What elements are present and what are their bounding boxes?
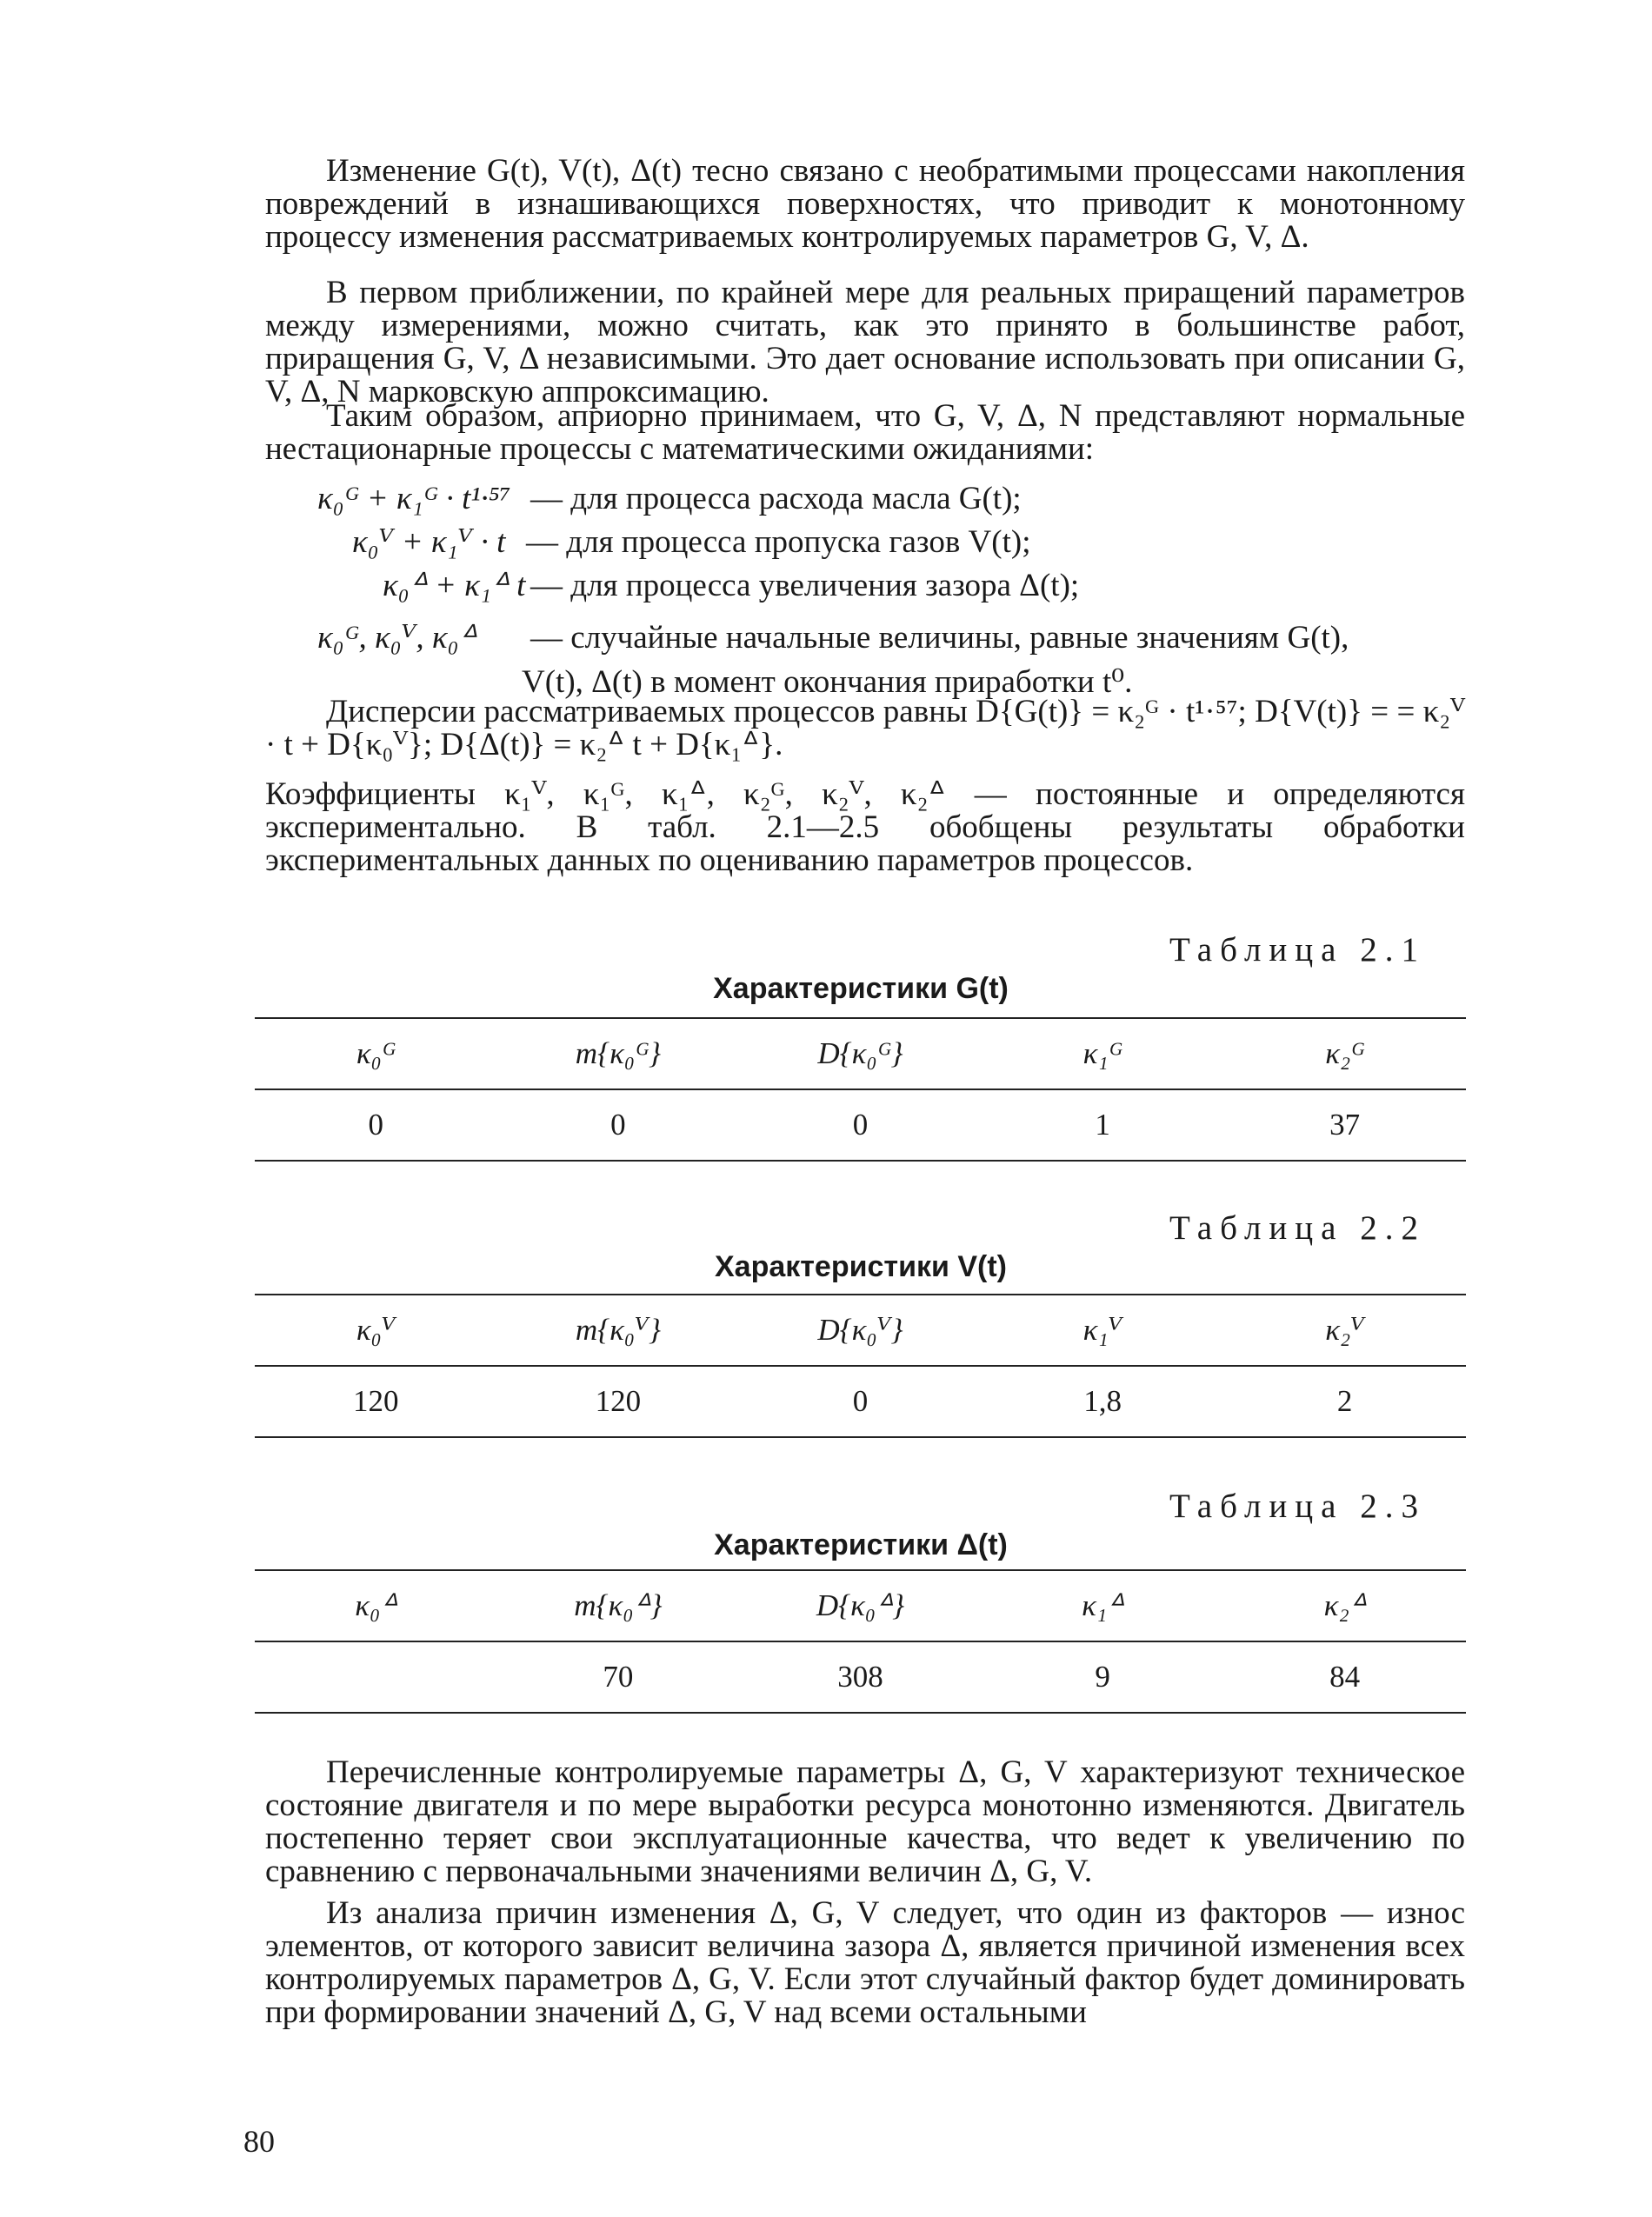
formula-gap-math: κ₀ᐞ + κ₁ᐞ t: [383, 568, 526, 603]
table-cell: 0: [368, 1108, 384, 1142]
table-header-cell: m{κ₀ⱽ}: [575, 1313, 661, 1347]
table-header-cell: κ₀ᴳ: [356, 1036, 396, 1070]
table-header-cell: m{κ₀ᴳ}: [575, 1036, 661, 1070]
formula-continuation: V(t), Δ(t) в момент окончания приработки t⁰.: [522, 664, 1133, 700]
formula-oil: [317, 483, 1022, 516]
table-header-cell: m{κ₀ᐞ}: [574, 1588, 663, 1622]
table-cell: 9: [1095, 1660, 1110, 1694]
table-2-1-caption: Таблица 2.1: [1169, 931, 1426, 969]
table-header-cell: κ₁ᐞ: [1082, 1588, 1124, 1622]
table-header-cell: κ₁ⱽ: [1082, 1313, 1122, 1347]
table-cell: 37: [1329, 1108, 1361, 1142]
paragraph-3: Таким образом, априорно принимаем, что G, V, Δ, N представляют нормальные нестационарные процессы с математическими ожиданиями:: [265, 398, 1465, 467]
formula-initial-desc: — случайные начальные величины, равные значениям G(t),: [530, 620, 1349, 656]
paragraph-2: В первом приближении, по крайней мере для реальных приращений параметров между измерениями, можно считать, как это принято в большинстве работ, приращения G, V, Δ независимыми. Это дает основание использовать при описании G, V, Δ, N марковскую аппроксимацию.: [265, 275, 1465, 409]
formula-gas-desc: — для процесса пропуска газов V(t);: [526, 524, 1031, 560]
table-2-2-title: Характеристики V(t): [715, 1250, 1007, 1283]
table-cell: 120: [595, 1384, 642, 1418]
table-cell: 1: [1095, 1108, 1110, 1142]
table-row: [255, 1367, 1466, 1436]
formula-oil-desc: — для процесса расхода масла G(t);: [530, 481, 1022, 516]
table-header-cell: κ₂ᐞ: [1323, 1588, 1366, 1622]
table-cell: 84: [1329, 1660, 1361, 1694]
table-2-1: [255, 1017, 1466, 1162]
table-cell: 308: [837, 1660, 883, 1694]
table-cell: 120: [353, 1384, 399, 1418]
table-header-cell: κ₀ⱽ: [356, 1313, 396, 1347]
dispersion-text: Дисперсии рассматриваемых процессов равны D{G(t)} = κ₂ᴳ · t¹·⁵⁷; D{V(t)} = = κ₂ⱽ · t + D{κ₀ⱽ}; D{Δ(t)} = κ₂ᐞ t + D{κ₁ᐞ}.: [265, 694, 1465, 762]
formula-gap-desc: — для процесса увеличения зазора Δ(t);: [530, 568, 1080, 603]
table-row: [255, 1090, 1466, 1160]
table-cell: 0: [852, 1108, 869, 1142]
paragraph-1: Изменение G(t), V(t), Δ(t) тесно связано с необратимыми процессами накопления повреждений в изнашивающихся поверхностях, что приводит к монотонному процессу изменения рассматриваемых контролируемых параметров G, V, Δ.: [265, 153, 1465, 255]
formula-initial-math: κ₀ᴳ, κ₀ⱽ, κ₀ᐞ: [317, 620, 476, 656]
table-header-cell: κ₂ⱽ: [1325, 1313, 1365, 1347]
table-2-1-title: Характеристики G(t): [713, 972, 1009, 1005]
coefficients-text: Коэффициенты κ₁ⱽ, κ₁ᴳ, κ₁ᐞ, κ₂ᴳ, κ₂ⱽ, κ₂ᐞ — постоянные и определяются экспериментально. В табл. 2.1—2.5 обобщены результаты обработки экспериментальных данных по оцениванию параметров процессов.: [265, 776, 1465, 878]
table-cell: 70: [603, 1660, 634, 1694]
table-header-row: [255, 1571, 1466, 1642]
table-2-2-caption: Таблица 2.2: [1169, 1209, 1426, 1247]
table-cell: 0: [610, 1108, 626, 1142]
table-header-cell: D{κ₀ᐞ}: [816, 1588, 905, 1622]
formula-gap: [383, 569, 1079, 603]
page-number: 80: [243, 2124, 275, 2159]
formula-initial: [317, 622, 1349, 655]
table-cell: 0: [852, 1384, 869, 1418]
formula-gas: [352, 526, 1030, 559]
table-cell: 1,8: [1083, 1384, 1122, 1418]
table-2-3-title: Характеристики Δ(t): [714, 1528, 1008, 1561]
table-2-2: [255, 1294, 1466, 1438]
table-header-cell: D{κ₀ⱽ}: [817, 1313, 903, 1347]
table-2-3-caption: Таблица 2.3: [1169, 1488, 1426, 1525]
closing-paragraph-1: Перечисленные контролируемые параметры Δ, G, V характеризуют техническое состояние двигателя и по мере выработки ресурса монотонно изменяются. Двигатель постепенно теряет свои эксплуатационные качества, что ведет к увеличению по сравнению с первоначальными значениями величин Δ, G, V.: [265, 1754, 1465, 1889]
table-header-cell: κ₂ᴳ: [1325, 1036, 1365, 1070]
table-header-cell: D{κ₀ᴳ}: [817, 1036, 903, 1070]
table-header-row: [255, 1295, 1466, 1367]
table-header-cell: κ₁ᴳ: [1082, 1036, 1122, 1070]
table-header-cell: κ₀ᐞ: [355, 1588, 397, 1622]
table-header-row: [255, 1019, 1466, 1090]
formula-gas-math: κ₀ⱽ + κ₁ⱽ · t: [352, 524, 506, 560]
table-row: [255, 1642, 1466, 1712]
closing-paragraph-2: Из анализа причин изменения Δ, G, V следует, что один из факторов — износ элементов, от которого зависит величина зазора Δ, является причиной изменения всех контролируемых параметров Δ, G, V. Если этот случайный фактор будет доминировать при формировании значений Δ, G, V над всеми остальными: [265, 1895, 1465, 2030]
formula-oil-math: κ₀ᴳ + κ₁ᴳ · t¹·⁵⁷: [317, 481, 511, 516]
table-cell: 2: [1336, 1384, 1353, 1418]
table-2-3: [255, 1569, 1466, 1714]
